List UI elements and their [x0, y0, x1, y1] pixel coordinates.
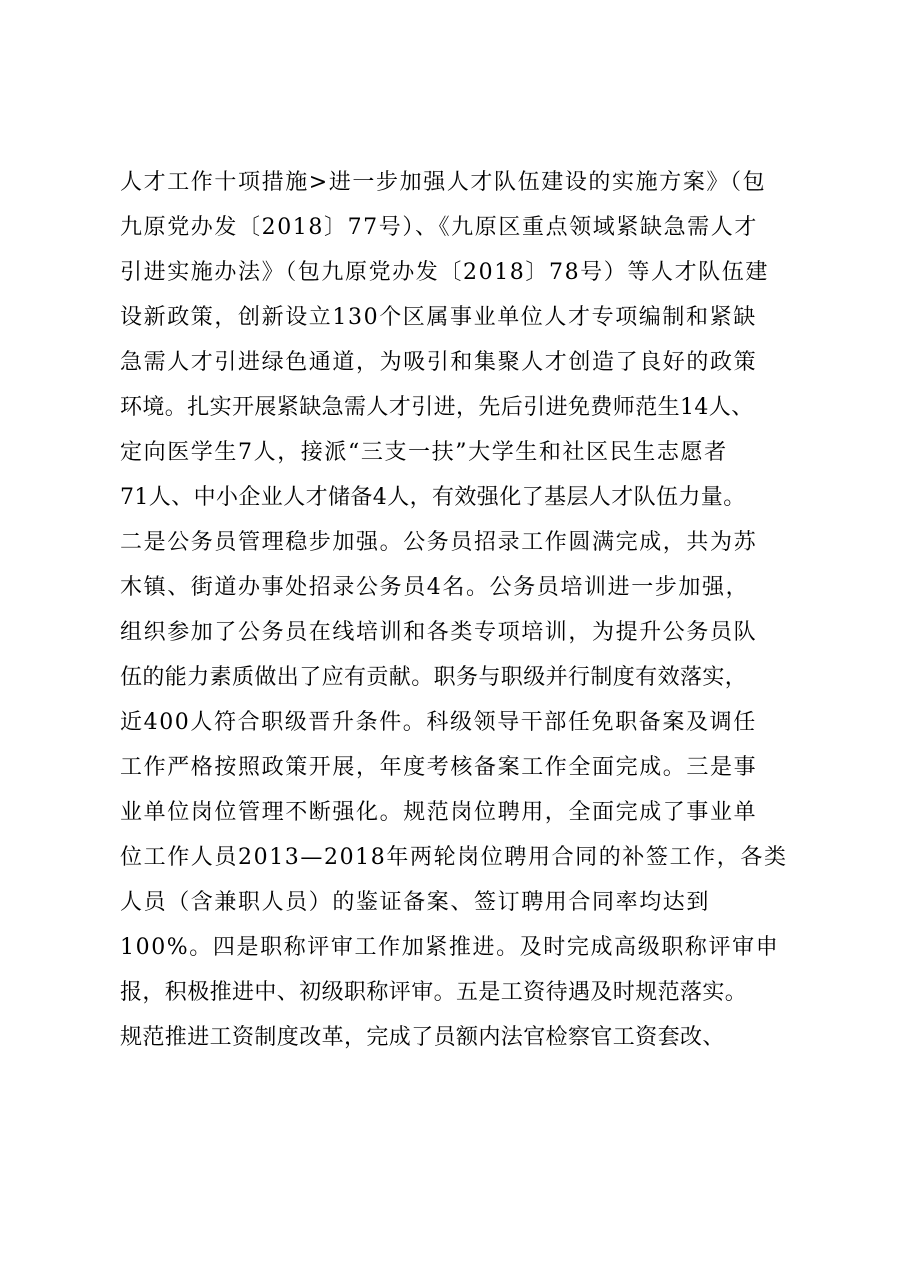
text-line: 二是公务员管理稳步加强。公务员招录工作圆满完成，共为苏 — [120, 530, 758, 555]
text-line: 报，积极推进中、初级职称评审。五是工资待遇及时规范落实。 — [120, 980, 748, 1005]
text-line: 工作严格按照政策开展，年度考核备案工作全面完成。三是事 — [120, 755, 758, 780]
text-line: 伍的能力素质做出了应有贡献。职务与职级并行制度有效落实， — [120, 665, 748, 690]
text-line: 九原党办发〔2018〕77号）、《九原区重点领域紧缺急需人才 — [120, 215, 758, 240]
text-line: 人员（含兼职人员）的鉴证备案、签订聘用合同率均达到 — [120, 890, 711, 915]
text-line: 71人、中小企业人才储备4人，有效强化了基层人才队伍力量。 — [120, 485, 746, 510]
text-line: 引进实施办法》（包九原党办发〔2018〕78号）等人才队伍建 — [120, 260, 769, 285]
text-line: 业单位岗位管理不断强化。规范岗位聘用，全面完成了事业单 — [120, 800, 758, 825]
text-line: 环境。扎实开展紧缺急需人才引进，先后引进免费师范生14人、 — [120, 395, 754, 420]
body-paragraph — [120, 160, 820, 1060]
text-line: 组织参加了公务员在线培训和各类专项培训，为提升公务员队 — [120, 620, 758, 645]
text-line: 规范推进工资制度改革，完成了员额内法官检察官工资套改、 — [120, 1025, 725, 1050]
text-line: 木镇、街道办事处招录公务员4名。公务员培训进一步加强， — [120, 575, 750, 600]
text-line: 设新政策，创新设立130个区属事业单位人才专项编制和紧缺 — [120, 305, 757, 330]
text-line: 近400人符合职级晋升条件。科级领导干部任免职备案及调任 — [120, 710, 757, 735]
text-line: 急需人才引进绿色通道，为吸引和集聚人才创造了良好的政策 — [120, 350, 758, 375]
text-line: 人才工作十项措施>进一步加强人才队伍建设的实施方案》（包 — [120, 170, 767, 195]
text-line: 位工作人员2013—2018年两轮岗位聘用合同的补签工作，各类 — [120, 845, 788, 870]
text-line: 定向医学生7人，接派“三支一扶”大学生和社区民生志愿者 — [120, 440, 728, 465]
text-line: 100%。四是职称评审工作加紧推进。及时完成高级职称评审申 — [120, 935, 780, 960]
